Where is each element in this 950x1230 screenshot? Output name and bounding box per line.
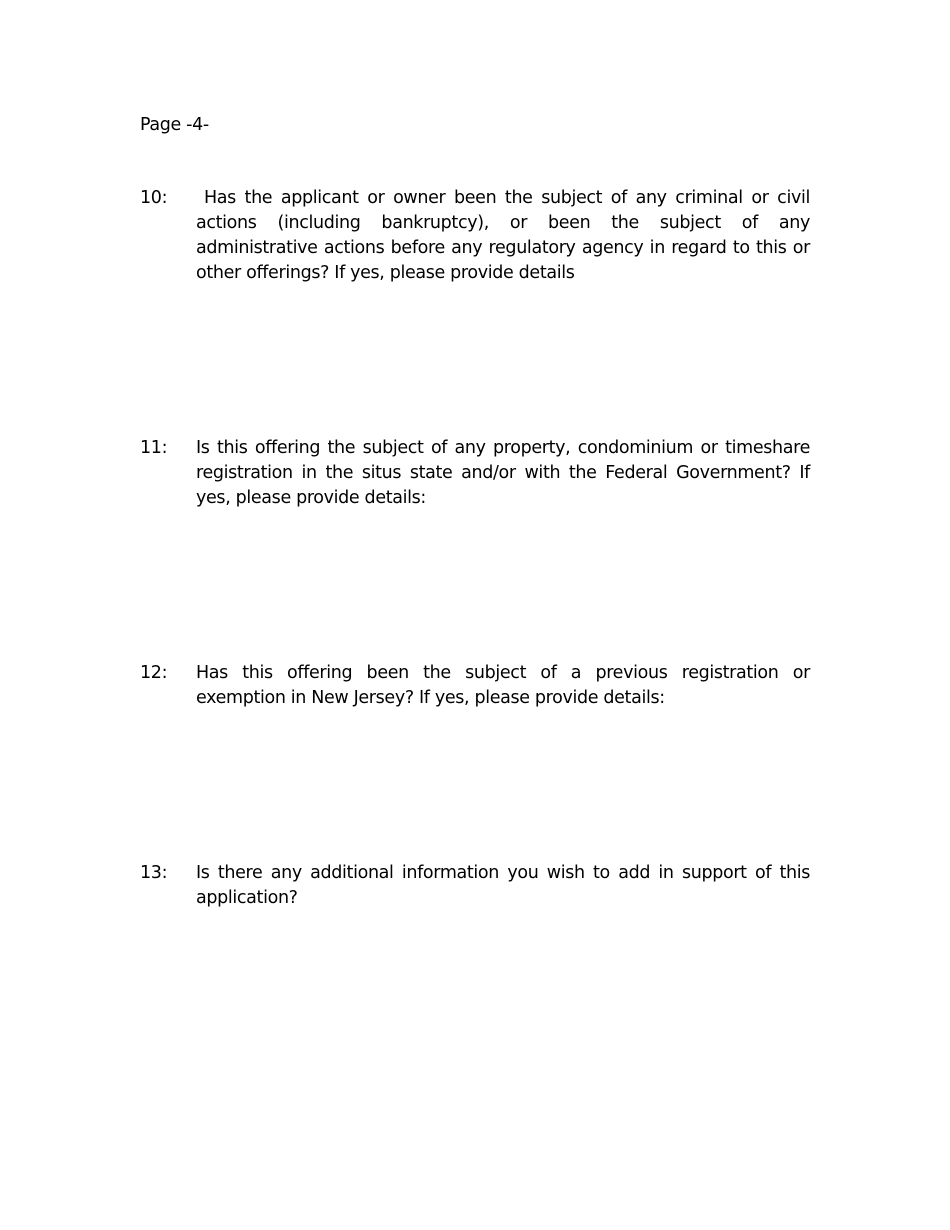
page-number: Page -4-: [140, 115, 209, 135]
question-text: Has the applicant or owner been the subject of any criminal or civil actions (including bankruptcy), or been the subject of any administrative actions before any regulatory agency in regard to this or other offerings? If yes, please provide details: [196, 188, 810, 283]
question-text: Is this offering the subject of any property, condominium or timeshare registration in the situs state and/or with the Federal Government? If yes, please provide details:: [196, 438, 810, 508]
question-number: 12:: [140, 663, 168, 683]
question-12: [140, 661, 810, 711]
question-text: Is there any additional information you wish to add in support of this application?: [196, 863, 810, 908]
question-10: [140, 186, 810, 286]
question-text: Has this offering been the subject of a previous registration or exemption in New Jersey? If yes, please provide details:: [196, 663, 810, 708]
question-number: 11:: [140, 438, 168, 458]
question-13: [140, 861, 810, 911]
question-11: [140, 436, 810, 511]
question-number: 13:: [140, 863, 168, 883]
question-number: 10:: [140, 188, 168, 208]
